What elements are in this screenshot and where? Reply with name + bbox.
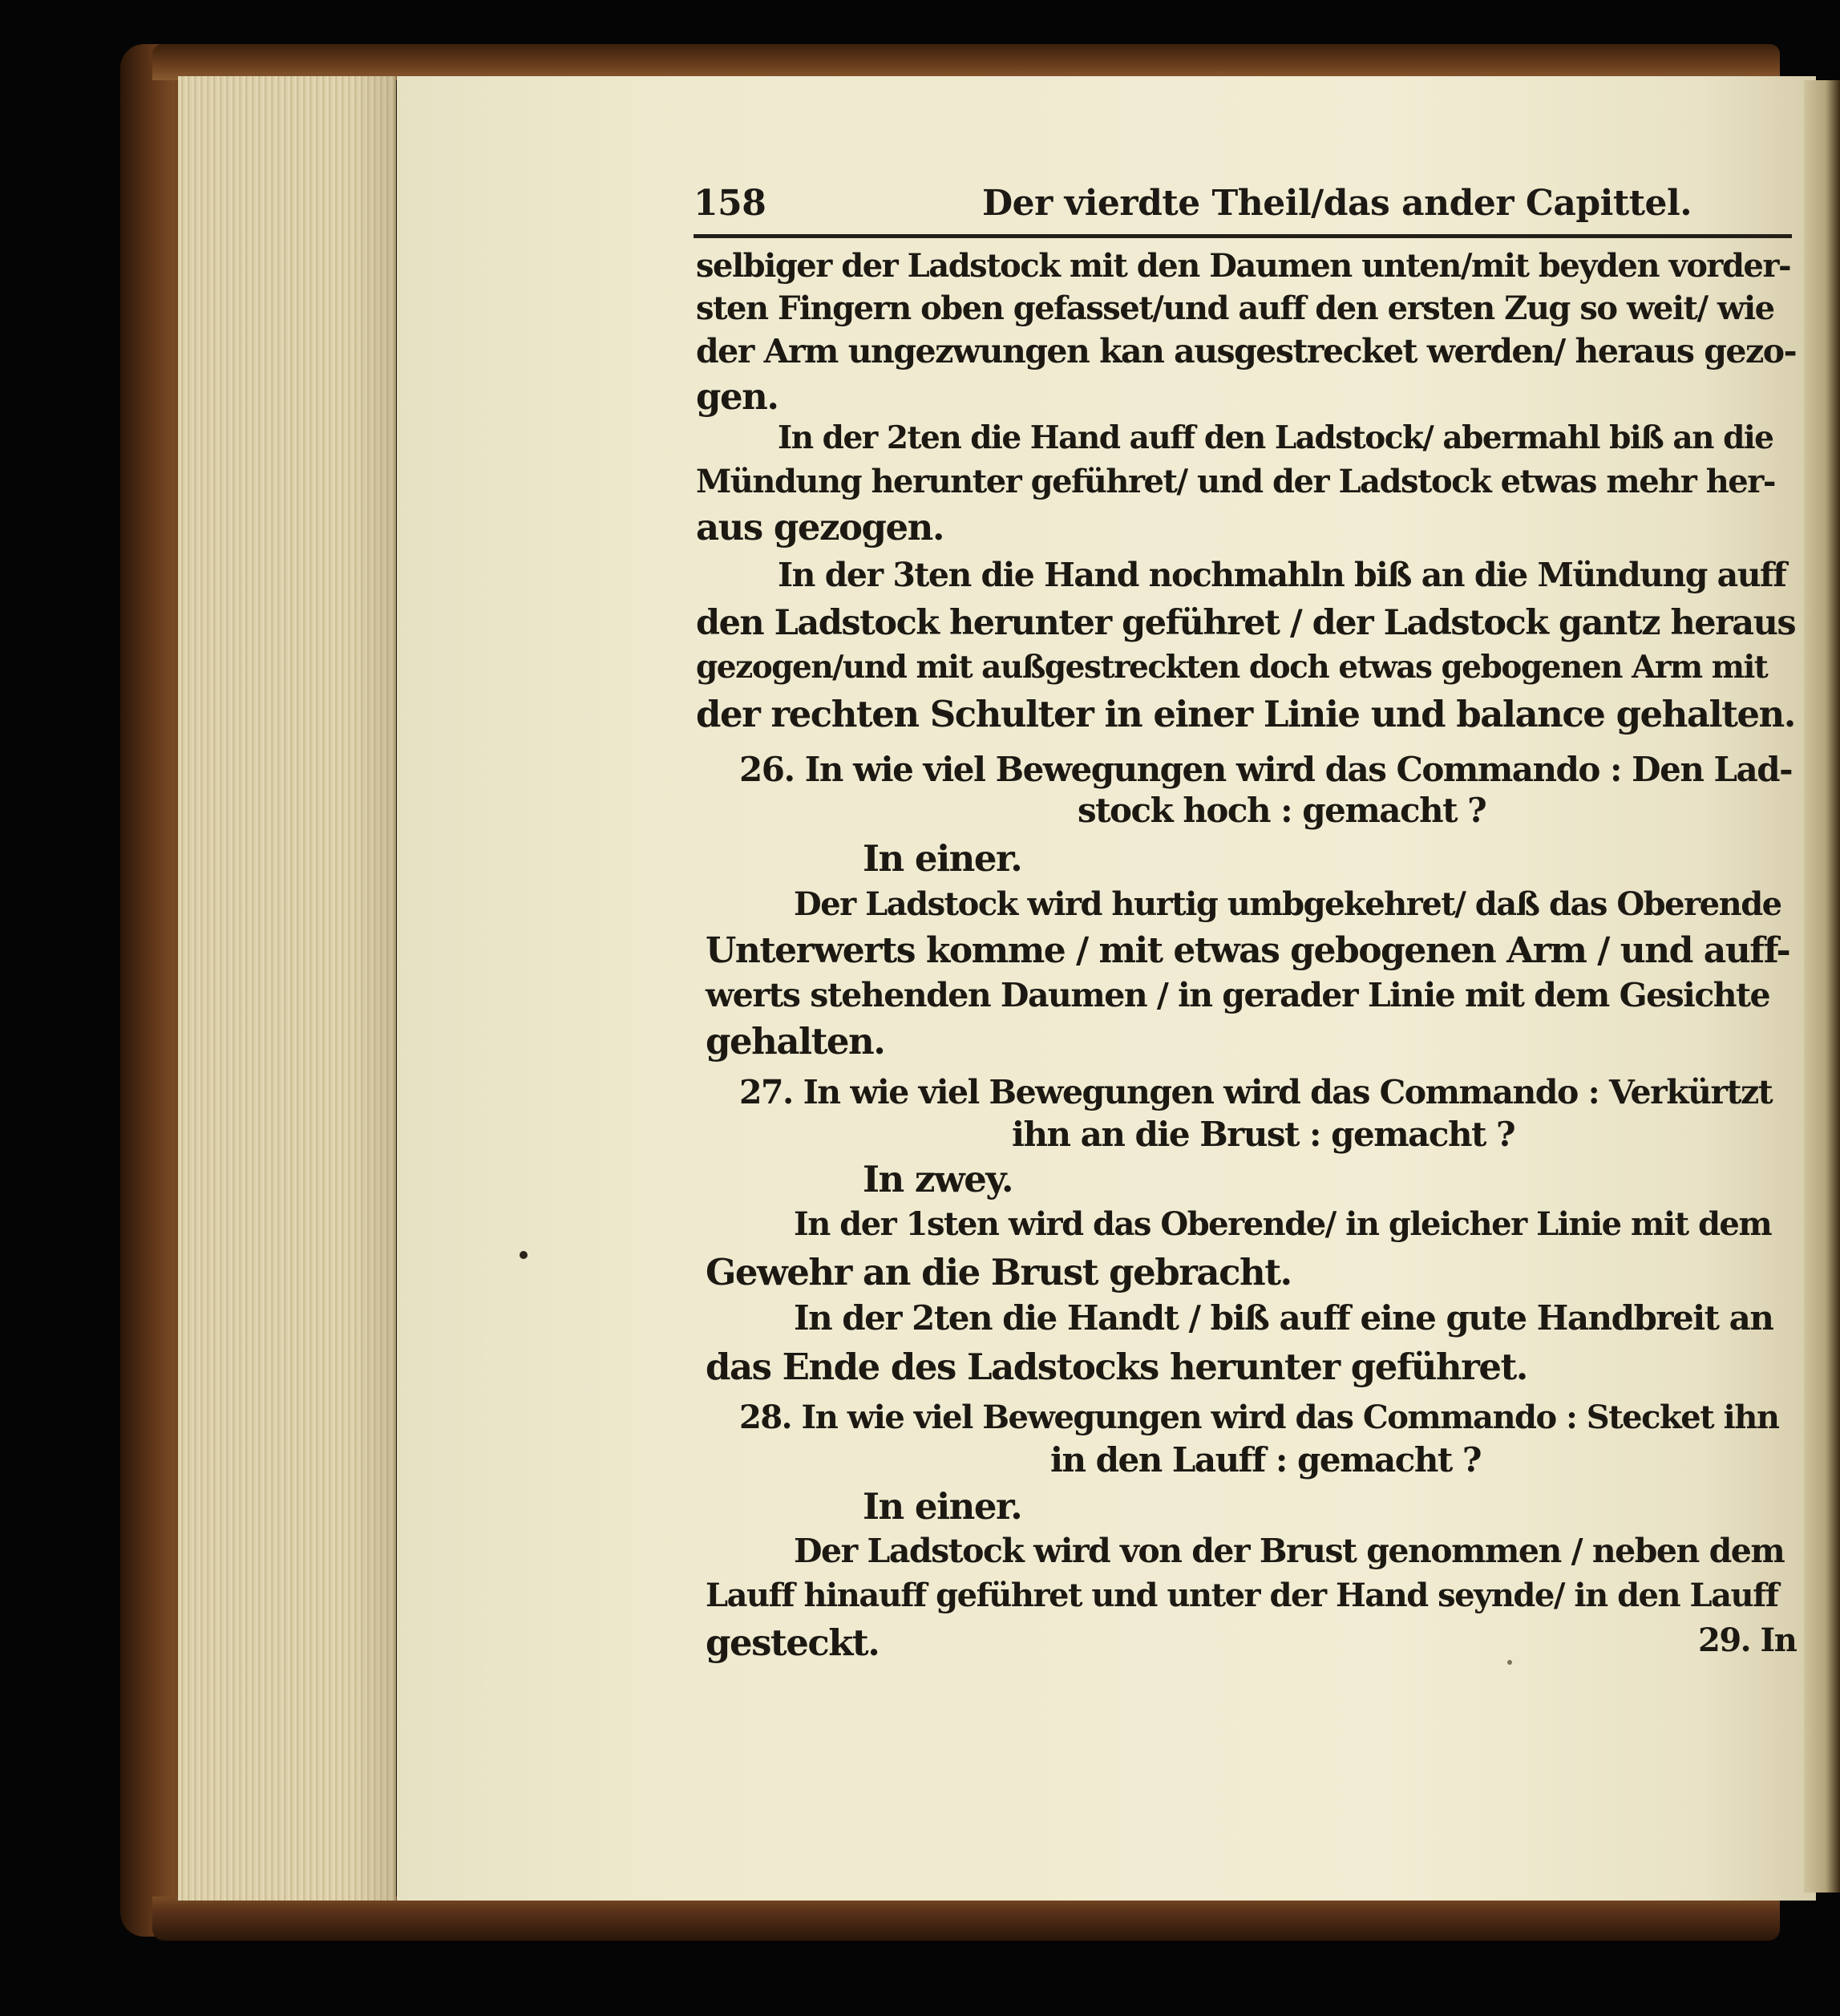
text-line: Der Ladstock wird von der Brust genommen / neben dem [794, 1532, 1785, 1570]
gutter-shadow [353, 76, 401, 1901]
question-line: in den Lauff : gemacht ? [1050, 1440, 1482, 1480]
running-title: Der vierdte Theil/das ander Capittel. [982, 183, 1692, 224]
text-line: gesteckt. [706, 1621, 880, 1664]
text-line: In der 2ten die Hand auff den Ladstock/ abermahl biß an die [778, 419, 1773, 456]
question-line: 26. In wie viel Bewegungen wird das Commando : Den Lad- [739, 750, 1793, 789]
page-number: 158 [694, 183, 766, 224]
text-line: Mündung herunter geführet/ und der Ladstock etwas mehr her- [696, 463, 1775, 500]
text-line: aus gezogen. [696, 506, 944, 549]
question-line: stock hoch : gemacht ? [1078, 791, 1486, 830]
text-line: gezogen/und mit außgestreckten doch etwas gebogenen Arm mit [696, 649, 1768, 686]
text-line: das Ende des Ladstocks herunter geführet. [706, 1346, 1527, 1388]
text-line: sten Fingern oben gefasset/und auff den ersten Zug so weit/ wie [696, 289, 1774, 327]
ink-speck [520, 1251, 528, 1259]
answer-line: In einer. [863, 837, 1022, 880]
text-line: In der 2ten die Handt / biß auff eine gute Handbreit an [794, 1298, 1773, 1338]
running-head [694, 183, 1784, 231]
text-line: gen. [696, 375, 778, 418]
text-line: gehalten. [706, 1020, 885, 1063]
text-line: werts stehenden Daumen / in gerader Linie mit dem Gesichte [706, 976, 1770, 1014]
book-cover-top [152, 44, 1780, 80]
text-line: Lauff hinauff geführet und unter der Hand seynde/ in den Lauff [706, 1577, 1778, 1614]
answer-line: In zwey. [863, 1158, 1013, 1200]
header-rule [694, 234, 1792, 238]
text-line: den Ladstock herunter geführet / der Ladstock gantz heraus [696, 603, 1796, 643]
answer-line: In einer. [863, 1485, 1022, 1528]
text-line: In der 1sten wird das Oberende/ in gleicher Linie mit dem [794, 1205, 1772, 1243]
right-page-edge [1804, 80, 1840, 1893]
ink-speck [1507, 1660, 1512, 1665]
question-line: ihn an die Brust : gemacht ? [1012, 1115, 1515, 1154]
text-line: Unterwerts komme / mit etwas gebogenen Arm / und auff- [706, 930, 1790, 971]
text-line: Gewehr an die Brust gebracht. [706, 1251, 1292, 1293]
text-line: der Arm ungezwungen kan ausgestrecket werden/ heraus gezo- [696, 332, 1797, 370]
text-line: selbiger der Ladstock mit den Daumen unten/mit beyden vorder- [696, 247, 1791, 285]
text-line: der rechten Schulter in einer Linie und balance gehalten. [696, 693, 1795, 735]
text-line: In der 3ten die Hand nochmahln biß an die Mündung auff [778, 556, 1786, 594]
book-cover-bottom [152, 1897, 1780, 1941]
catchword: 29. In [1698, 1621, 1797, 1659]
text-line: Der Ladstock wird hurtig umbgekehret/ daß das Oberende [794, 885, 1781, 923]
question-line: 27. In wie viel Bewegungen wird das Commando : Verkürtzt [739, 1073, 1773, 1111]
question-line: 28. In wie viel Bewegungen wird das Commando : Stecket ihn [739, 1399, 1779, 1436]
